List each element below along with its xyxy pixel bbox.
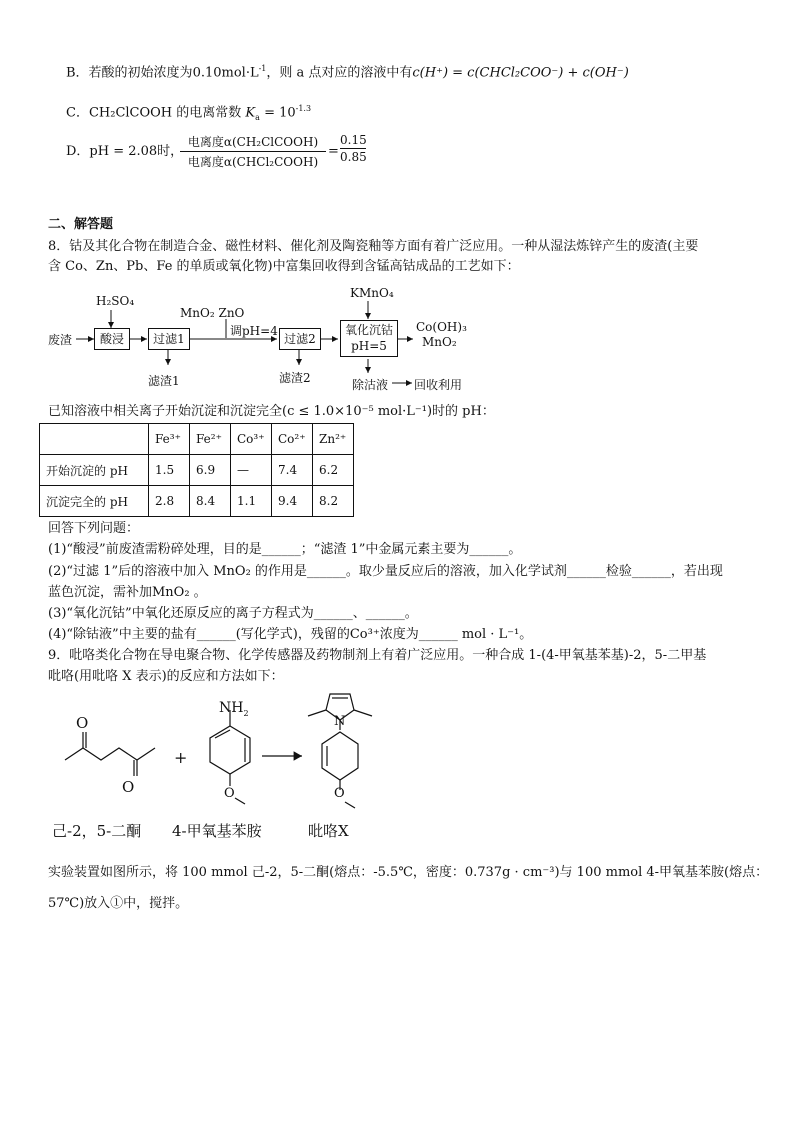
flow-waste: 除沽液: [352, 378, 389, 392]
table-header-row: [40, 424, 354, 455]
methoxy-o-1: O: [224, 786, 235, 801]
caption-methoxyaniline: 4-甲氧基苯胺: [172, 822, 262, 840]
option-b-tail: ，则 a 点对应的溶液中有: [266, 65, 413, 81]
plus-sign: +: [174, 748, 188, 767]
option-d-denominator: 电离度α(CHCl₂COOH): [187, 155, 319, 169]
table-cell: 沉淀完全的 pH: [40, 486, 149, 517]
flow-residue2: 滤渣2: [279, 371, 311, 385]
q8-part2-line1: (2)“过滤 1”后的溶液中加入 MnO₂ 的作用是______。取少量反应后的溶液，加入化学试剂______检验______，若出现: [48, 564, 723, 579]
option-d-value-fraction: [340, 133, 367, 164]
option-d-value-den: 0.85: [340, 150, 367, 164]
option-d-numerator: 电离度α(CH₂ClCOOH): [187, 135, 319, 149]
table-cell: 8.2: [313, 486, 354, 517]
table-row: [40, 455, 354, 486]
flow-reagents: MnO₂ ZnO: [180, 306, 245, 320]
option-c-exp: -1.3: [295, 104, 312, 113]
q8-part3: (3)“氧化沉钴”中氧化还原反应的离子方程式为______、______。: [48, 606, 418, 621]
flow-leach-box: 酸浸: [94, 328, 130, 350]
table-header-cell: Zn²⁺: [313, 424, 354, 455]
dione-o-top: O: [76, 714, 89, 732]
caption-dione: 己-2，5-二酮: [52, 822, 142, 840]
option-d-label: D．pH = 2.08时，: [66, 144, 184, 159]
q9-experiment-line2: 57℃)放入①中，搅拌。: [48, 896, 189, 911]
table-cell: 1.5: [149, 455, 190, 486]
flow-oxidation-box: [340, 320, 398, 357]
flow-adjust-ph: 调pH=4: [230, 324, 278, 338]
flow-feed: 废渣: [48, 333, 73, 347]
ion-ph-table: [39, 423, 354, 517]
pyrrole-n: N: [334, 714, 346, 729]
flow-kmno4: KMnO₄: [350, 286, 394, 300]
q9-line1: 9．吡咯类化合物在导电聚合物、化学传感器及药物制剂上有着广泛应用。一种合成 1-(4-甲氧基苯基)-2，5-二甲基: [48, 648, 707, 663]
flow-residue1: 滤渣1: [148, 374, 180, 388]
table-cell: —: [231, 455, 272, 486]
table-cell: 9.4: [272, 486, 313, 517]
methoxy-o-2: O: [334, 786, 345, 801]
q9-experiment-line1: 实验装置如图所示，将 100 mmol 己-2，5-二酮(熔点：-5.5℃，密度：0.737g · cm⁻³)与 100 mmol 4-甲氧基苯胺(熔点：: [48, 865, 769, 880]
table-row: [40, 486, 354, 517]
option-d-value-num: 0.15: [340, 133, 367, 147]
q8-part4: (4)“除钴液”中主要的盐有______(写化学式)，残留的Co³⁺浓度为______ mol · L⁻¹。: [48, 627, 533, 642]
flow-product1: Co(OH)₃: [416, 320, 467, 334]
flow-oxidation-ph: pH=5: [351, 339, 387, 353]
hexanedione-structure: [65, 732, 155, 776]
option-c-ka: K: [245, 105, 256, 121]
table-header-cell: [40, 424, 149, 455]
flow-h2so4: H₂SO₄: [96, 294, 135, 308]
option-c: C．CH₂ClCOOH 的电离常数 $K_a = 10^{-1.3}$: [66, 104, 312, 122]
dione-o-bottom: O: [122, 778, 135, 796]
amine-sub: 2: [243, 708, 249, 718]
table-cell: 8.4: [190, 486, 231, 517]
table-header-cell: Co²⁺: [272, 424, 313, 455]
table-cell: 7.4: [272, 455, 313, 486]
amine-nh: NH: [219, 700, 244, 716]
q8-line1: 8．钴及其化合物在制造合金、磁性材料、催化剂及陶瓷釉等方面有着广泛应用。一种从湿法炼锌产生的废渣(主要: [48, 239, 699, 254]
option-b: B．若酸的初始浓度为$0.10mol\cdot L^{-1}$，则 a 点对应的溶液中有c(H⁺) = c(CHCl₂COO⁻) + c(OH⁻): [66, 64, 629, 81]
table-cell: 2.8: [149, 486, 190, 517]
flow-recycle: 回收利用: [414, 378, 463, 392]
q9-line2: 吡咯(用吡咯 X 表示)的反应和方法如下：: [48, 669, 284, 684]
option-b-conc: 0.10mol·L: [192, 65, 259, 81]
table-cell: 1.1: [231, 486, 272, 517]
amine-label: [219, 700, 249, 718]
flow-oxidation-label: 氧化沉钴: [344, 323, 393, 337]
q8-known: 已知溶液中相关离子开始沉淀和沉淀完全(c ≤ 1.0×10⁻⁵ mol·L⁻¹)时的 pH：: [48, 404, 495, 419]
table-header-cell: Co³⁺: [231, 424, 272, 455]
flow-product2: MnO₂: [422, 335, 457, 349]
option-b-equation: c(H⁺) = c(CHCl₂COO⁻) + c(OH⁻): [412, 65, 629, 81]
option-d-equals: =: [328, 144, 339, 159]
q8-answer-intro: 回答下列问题：: [48, 521, 140, 536]
option-d-fraction: [180, 133, 326, 170]
flow-filter1-box: 过滤1: [148, 328, 190, 350]
flow-filter2-box: 过滤2: [279, 328, 321, 350]
table-cell: 开始沉淀的 pH: [40, 455, 149, 486]
option-b-label: B．若酸的初始浓度为: [66, 65, 193, 81]
caption-pyrrole-x: 吡咯X: [308, 822, 349, 840]
table-header-cell: Fe²⁺: [190, 424, 231, 455]
option-c-eq: = 10: [264, 105, 296, 121]
q8-part1: (1)“酸浸”前废渣需粉碎处理，目的是______；“滤渣 1”中金属元素主要为______。: [48, 542, 522, 557]
table-header-cell: Fe³⁺: [149, 424, 190, 455]
table-cell: 6.9: [190, 455, 231, 486]
option-c-label: C．CH₂ClCOOH 的电离常数: [66, 105, 242, 121]
q8-part2-line2: 蓝色沉淀，需补加MnO₂ 。: [48, 585, 207, 600]
table-cell: 6.2: [313, 455, 354, 486]
q8-line2: 含 Co、Zn、Pb、Fe 的单质或氧化物)中富集回收得到含锰高钴成品的工艺如下：: [48, 259, 520, 274]
section-title: 二、解答题: [48, 217, 114, 232]
